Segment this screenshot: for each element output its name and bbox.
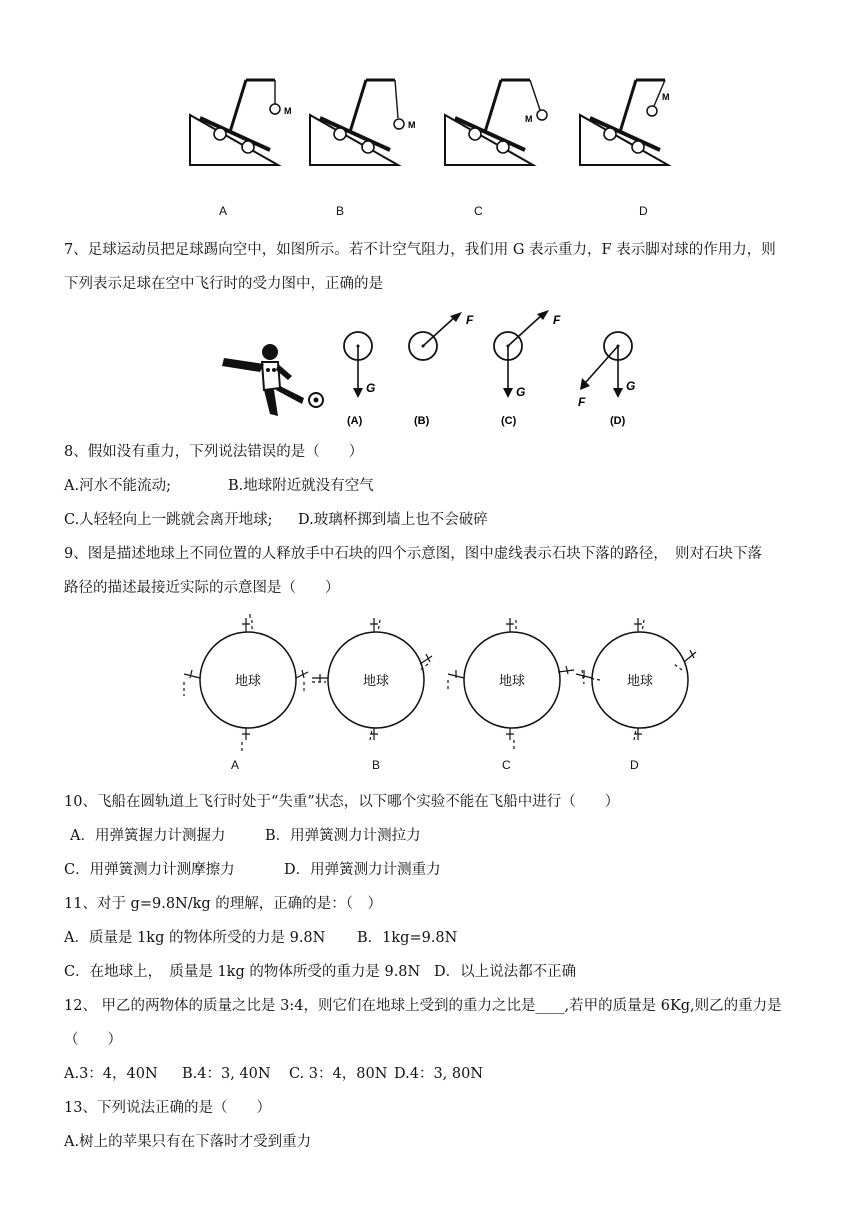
force-diagram-a: [344, 332, 375, 398]
q13-stem: 13、下列说法正确的是（ ）: [64, 1100, 271, 1116]
q13-option-a: A.树上的苹果只有在下落时才受到重力: [64, 1134, 312, 1150]
q11-option-b: B．1kg=9.8N: [357, 930, 458, 946]
q9-stem-line2: 路径的描述最接近实际的示意图是（ ）: [64, 580, 340, 596]
incline-diagram-c: [445, 80, 547, 165]
force-diagram-c: [494, 310, 561, 399]
q7-stem-line1: 7、足球运动员把足球踢向空中，如图所示。若不计空气阻力，我们用 G 表示重力，F 表示脚对球的作用力，则: [64, 242, 776, 258]
svg-text:F: F: [466, 313, 474, 327]
svg-text:地球: 地球: [626, 673, 654, 688]
q11-option-d: D．以上说法都不正确: [434, 964, 577, 980]
q7-option-label-a: (A): [347, 415, 363, 427]
incline-diagram-a: [190, 80, 292, 165]
q11-option-c: C．在地球上， 质量是 1kg 的物体所受的重力是 9.8N: [64, 964, 421, 980]
svg-text:M: M: [525, 114, 533, 124]
svg-text:G: G: [516, 385, 526, 399]
earth-diagram-a: [184, 614, 308, 752]
q9-stem-line1: 9、图是描述地球上不同位置的人释放手中石块的四个示意图，图中虚线表示石块下落的路径， 则对石块下落: [64, 546, 762, 562]
fig6-label-a: A: [219, 204, 228, 218]
q7-option-label-c: (C): [501, 415, 517, 427]
svg-text:M: M: [284, 106, 292, 116]
q8-option-c: C.人轻轻向上一跳就会离开地球;: [64, 512, 273, 528]
q10-option-c: C．用弹簧测力计测摩擦力: [64, 862, 235, 878]
football-force-figure: [218, 310, 648, 430]
earth-diagram-b: [312, 618, 432, 740]
q12-stem-line2: （ ）: [64, 1032, 122, 1048]
q7-option-label-b: (B): [414, 415, 430, 427]
svg-text:地球: 地球: [498, 673, 526, 688]
q11-option-a: A．质量是 1kg 的物体所受的力是 9.8N: [64, 930, 326, 946]
fig6-label-b: B: [336, 204, 345, 218]
q10-option-a: A．用弹簧握力计测握力: [70, 828, 226, 844]
svg-text:M: M: [662, 92, 670, 102]
q12-option-d: D.4：3, 80N: [394, 1066, 484, 1082]
football-player-image: [222, 344, 323, 416]
svg-text:M: M: [408, 120, 416, 130]
earth-falling-stone-figure: [170, 612, 710, 752]
fig6-label-d: D: [639, 204, 648, 218]
q8-option-a: A.河水不能流动;: [64, 478, 171, 494]
q10-option-b: B．用弹簧测力计测拉力: [265, 828, 421, 844]
force-diagram-d: [578, 332, 635, 409]
q8-stem: 8、假如没有重力，下列说法错误的是（ ）: [64, 444, 364, 460]
svg-text:G: G: [366, 381, 376, 395]
incline-pendulum-figure: [180, 70, 680, 175]
q11-stem: 11、对于 g=9.8N/kg 的理解，正确的是：（ ）: [64, 896, 383, 912]
svg-text:G: G: [626, 379, 636, 393]
q10-stem: 10、飞船在圆轨道上飞行时处于“失重”状态，以下哪个实验不能在飞船中进行（ ）: [64, 794, 620, 810]
q9-label-d: D: [630, 758, 639, 772]
q12-option-a: A.3：4，40N: [64, 1066, 158, 1082]
q7-option-label-d: (D): [610, 415, 626, 427]
q12-option-b: B.4：3, 40N: [182, 1066, 271, 1082]
q12-option-c: C. 3：4，80N: [289, 1066, 388, 1082]
incline-diagram-d: [580, 80, 670, 165]
svg-text:F: F: [578, 395, 586, 409]
q9-label-c: C: [502, 758, 511, 772]
svg-text:地球: 地球: [362, 673, 390, 688]
earth-diagram-d: [576, 618, 696, 740]
q9-label-a: A: [231, 758, 240, 772]
fig6-label-c: C: [474, 204, 483, 218]
svg-text:地球: 地球: [234, 673, 262, 688]
q8-option-d: D.玻璃杯掷到墙上也不会破碎: [298, 512, 488, 528]
q10-option-d: D．用弹簧测力计测重力: [284, 862, 441, 878]
q7-stem-line2: 下列表示足球在空中飞行时的受力图中，正确的是: [64, 276, 383, 292]
q8-option-b: B.地球附近就没有空气: [228, 478, 374, 494]
incline-diagram-b: [310, 80, 416, 165]
q12-stem-line1: 12、 甲乙的两物体的质量之比是 3:4，则它们在地球上受到的重力之比是____,若甲的质量是 6Kg,则乙的重力是: [64, 998, 782, 1014]
svg-text:F: F: [553, 313, 561, 327]
q9-label-b: B: [372, 758, 381, 772]
force-diagram-b: [409, 312, 474, 360]
earth-diagram-c: [448, 618, 584, 752]
